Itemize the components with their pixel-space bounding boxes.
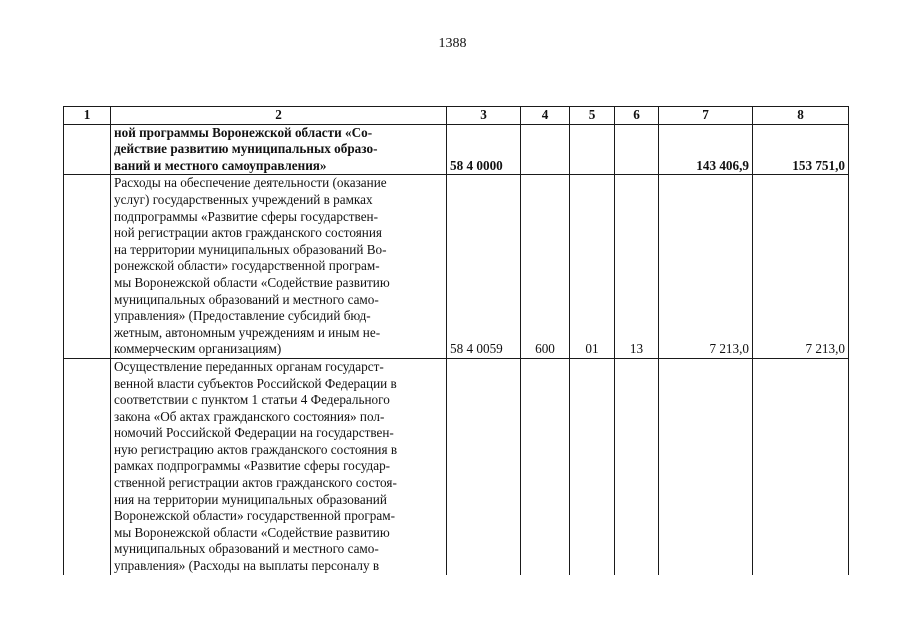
description-line: мы Воронежской области «Содействие развитию (114, 524, 390, 540)
table-row (64, 124, 849, 175)
col-header-8: 8 (753, 107, 849, 125)
description-line: номочий Российской Федерации на государствен- (114, 425, 394, 441)
col-header-7: 7 (659, 107, 753, 125)
description-line: управления» (Расходы на выплаты персоналу в (114, 558, 380, 574)
row-index-cell (64, 358, 111, 574)
budget-table (63, 106, 849, 575)
row-index-cell (64, 124, 111, 175)
col-header-4: 4 (521, 107, 570, 125)
expense-type-cell: 600 (521, 175, 570, 359)
header-row (64, 107, 849, 125)
subsection-cell: 13 (615, 175, 659, 359)
description-line: ной регистрации актов гражданского состояния (114, 225, 382, 241)
subsection-cell (615, 124, 659, 175)
target-code-cell: 58 4 0059 (447, 175, 521, 359)
description-line: мы Воронежской области «Содействие развитию (114, 274, 390, 290)
description-line: ственной регистрации актов гражданского состоя- (114, 475, 397, 491)
col-header-6: 6 (615, 107, 659, 125)
section-cell: 01 (570, 175, 615, 359)
description-line: рамках подпрограммы «Развитие сферы государ- (114, 458, 391, 474)
description-line: управления» (Предоставление субсидий бюд- (114, 308, 371, 324)
target-code-cell (447, 358, 521, 574)
amount-year2-cell (753, 358, 849, 574)
description-line: ронежской области» государственной програм- (114, 258, 380, 274)
description-line: Осуществление переданных органам государст- (114, 358, 384, 374)
description-line: ную регистрацию актов гражданского состояния в (114, 441, 398, 457)
section-cell (570, 358, 615, 574)
amount-year1-cell: 7 213,0 (659, 175, 753, 359)
description-line: муниципальных образований и местного само- (114, 541, 379, 557)
description-line: коммерческим организациям) (114, 341, 282, 357)
row-description (111, 175, 447, 359)
description-line: жетным, автономным учреждениям и иным не- (114, 324, 381, 340)
amount-year2-cell: 153 751,0 (753, 124, 849, 175)
table-row (64, 358, 849, 574)
page-number: 1388 (438, 36, 467, 51)
col-header-3: 3 (447, 107, 521, 125)
row-description (111, 124, 447, 175)
amount-year1-cell (659, 358, 753, 574)
description-line: соответствии с пунктом 1 статьи 4 Федерального (114, 392, 390, 408)
description-line: на территории муниципальных образований Во- (114, 241, 387, 257)
table-row (64, 175, 849, 359)
description-line: услуг) государственных учреждений в рамках (114, 191, 373, 207)
col-header-2: 2 (111, 107, 447, 125)
description-line: венной власти субъектов Российской Федерации в (114, 375, 397, 391)
col-header-1: 1 (64, 107, 111, 125)
description-line: подпрограммы «Развитие сферы государствен- (114, 208, 379, 224)
description-line: закона «Об актах гражданского состояния» пол- (114, 408, 385, 424)
description-line: ваний и местного самоуправления» (114, 157, 327, 173)
description-line: муниципальных образований и местного само- (114, 291, 379, 307)
row-index-cell (64, 175, 111, 359)
subsection-cell (615, 358, 659, 574)
row-description (111, 358, 447, 574)
description-line: ния на территории муниципальных образований (114, 491, 387, 507)
expense-type-cell (521, 358, 570, 574)
description-line: ной программы Воронежской области «Со- (114, 124, 373, 140)
description-line: Расходы на обеспечение деятельности (оказание (114, 175, 387, 191)
description-line: действие развитию муниципальных образо- (114, 141, 378, 157)
target-code-cell: 58 4 0000 (447, 124, 521, 175)
section-cell (570, 124, 615, 175)
description-line: Воронежской области» государственной програм- (114, 508, 395, 524)
col-header-5: 5 (570, 107, 615, 125)
amount-year1-cell: 143 406,9 (659, 124, 753, 175)
amount-year2-cell: 7 213,0 (753, 175, 849, 359)
expense-type-cell (521, 124, 570, 175)
